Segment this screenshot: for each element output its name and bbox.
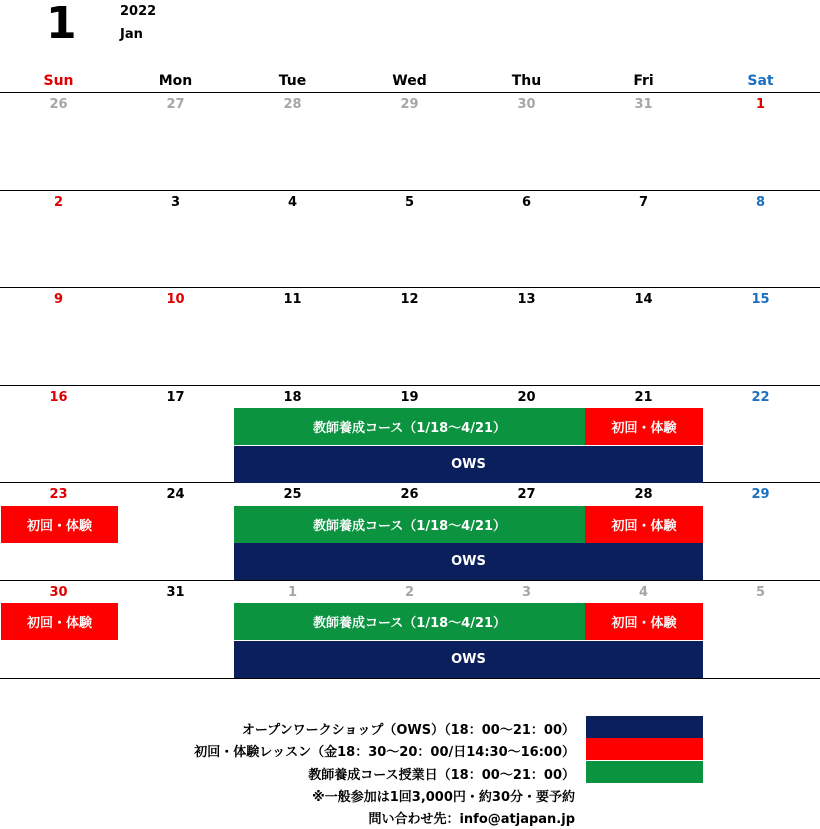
day-cell-number: 3	[521, 585, 532, 600]
event-ows[interactable]: OWS	[234, 446, 703, 483]
legend-teacher-course-swatch	[586, 761, 703, 783]
week-divider	[0, 287, 820, 288]
day-cell-number: 4	[287, 195, 298, 210]
day-cell-number: 2	[404, 585, 415, 600]
legend-trial-label: 初回・体験レッスン（金18：30～20：00/日14:30～16:00）	[194, 745, 575, 760]
month-name: Jan	[120, 27, 143, 42]
event-trial-lesson[interactable]: 初回・体験	[585, 506, 703, 543]
day-cell-number: 5	[755, 585, 766, 600]
day-cell-number: 1	[755, 97, 766, 112]
day-cell-number: 31	[166, 585, 185, 600]
day-cell-number: 30	[517, 97, 536, 112]
day-cell-number: 17	[166, 390, 185, 405]
day-cell-number: 22	[751, 390, 770, 405]
week-divider	[0, 678, 820, 679]
day-cell-number: 24	[166, 487, 185, 502]
month-number: 1	[46, 0, 77, 49]
day-cell-number: 13	[517, 292, 536, 307]
day-cell-number: 28	[634, 487, 653, 502]
legend-contact: 問い合わせ先：info@atjapan.jp	[368, 812, 575, 827]
event-trial-lesson[interactable]: 初回・体験	[585, 408, 703, 445]
day-cell-number: 11	[283, 292, 302, 307]
day-cell-number: 9	[53, 292, 64, 307]
weekday-mon: Mon	[158, 73, 193, 89]
legend-ows-swatch	[586, 716, 703, 738]
day-cell-number: 30	[49, 585, 68, 600]
day-cell-number: 4	[638, 585, 649, 600]
event-teacher-course[interactable]: 教師養成コース（1/18～4/21）	[234, 603, 585, 640]
day-cell-number: 5	[404, 195, 415, 210]
day-cell-number: 29	[751, 487, 770, 502]
week-divider	[0, 385, 820, 386]
day-cell-number: 26	[49, 97, 68, 112]
legend-teacher-course-label: 教師養成コース授業日（18：00～21：00）	[308, 768, 575, 783]
day-cell-number: 23	[49, 487, 68, 502]
weekday-tue: Tue	[278, 73, 307, 89]
legend-trial-swatch	[586, 738, 703, 760]
year-label: 2022	[120, 4, 157, 19]
weekday-thu: Thu	[511, 73, 542, 89]
weekday-wed: Wed	[392, 73, 427, 89]
weekday-sat: Sat	[747, 73, 774, 89]
event-trial-lesson[interactable]: 初回・体験	[1, 603, 118, 640]
day-cell-number: 25	[283, 487, 302, 502]
event-ows[interactable]: OWS	[234, 543, 703, 580]
weekday-fri: Fri	[633, 73, 654, 89]
event-ows[interactable]: OWS	[234, 641, 703, 678]
week-divider	[0, 92, 820, 93]
legend-note: ※一般参加は1回3,000円・約30分・要予約	[312, 790, 575, 805]
day-cell-number: 2	[53, 195, 64, 210]
event-teacher-course[interactable]: 教師養成コース（1/18～4/21）	[234, 506, 585, 543]
day-cell-number: 28	[283, 97, 302, 112]
day-cell-number: 29	[400, 97, 419, 112]
day-cell-number: 12	[400, 292, 419, 307]
event-trial-lesson[interactable]: 初回・体験	[585, 603, 703, 640]
day-cell-number: 10	[166, 292, 185, 307]
event-teacher-course[interactable]: 教師養成コース（1/18～4/21）	[234, 408, 585, 445]
day-cell-number: 14	[634, 292, 653, 307]
event-trial-lesson[interactable]: 初回・体験	[1, 506, 118, 543]
weekday-sun: Sun	[43, 73, 74, 89]
day-cell-number: 3	[170, 195, 181, 210]
day-cell-number: 15	[751, 292, 770, 307]
day-cell-number: 8	[755, 195, 766, 210]
day-cell-number: 16	[49, 390, 68, 405]
day-cell-number: 18	[283, 390, 302, 405]
day-cell-number: 21	[634, 390, 653, 405]
day-cell-number: 1	[287, 585, 298, 600]
day-cell-number: 19	[400, 390, 419, 405]
day-cell-number: 20	[517, 390, 536, 405]
day-cell-number: 7	[638, 195, 649, 210]
day-cell-number: 26	[400, 487, 419, 502]
legend-ows-label: オープンワークショップ（OWS）（18：00～21：00）	[241, 723, 575, 738]
day-cell-number: 31	[634, 97, 653, 112]
day-cell-number: 27	[517, 487, 536, 502]
day-cell-number: 27	[166, 97, 185, 112]
week-divider	[0, 580, 820, 581]
day-cell-number: 6	[521, 195, 532, 210]
week-divider	[0, 190, 820, 191]
